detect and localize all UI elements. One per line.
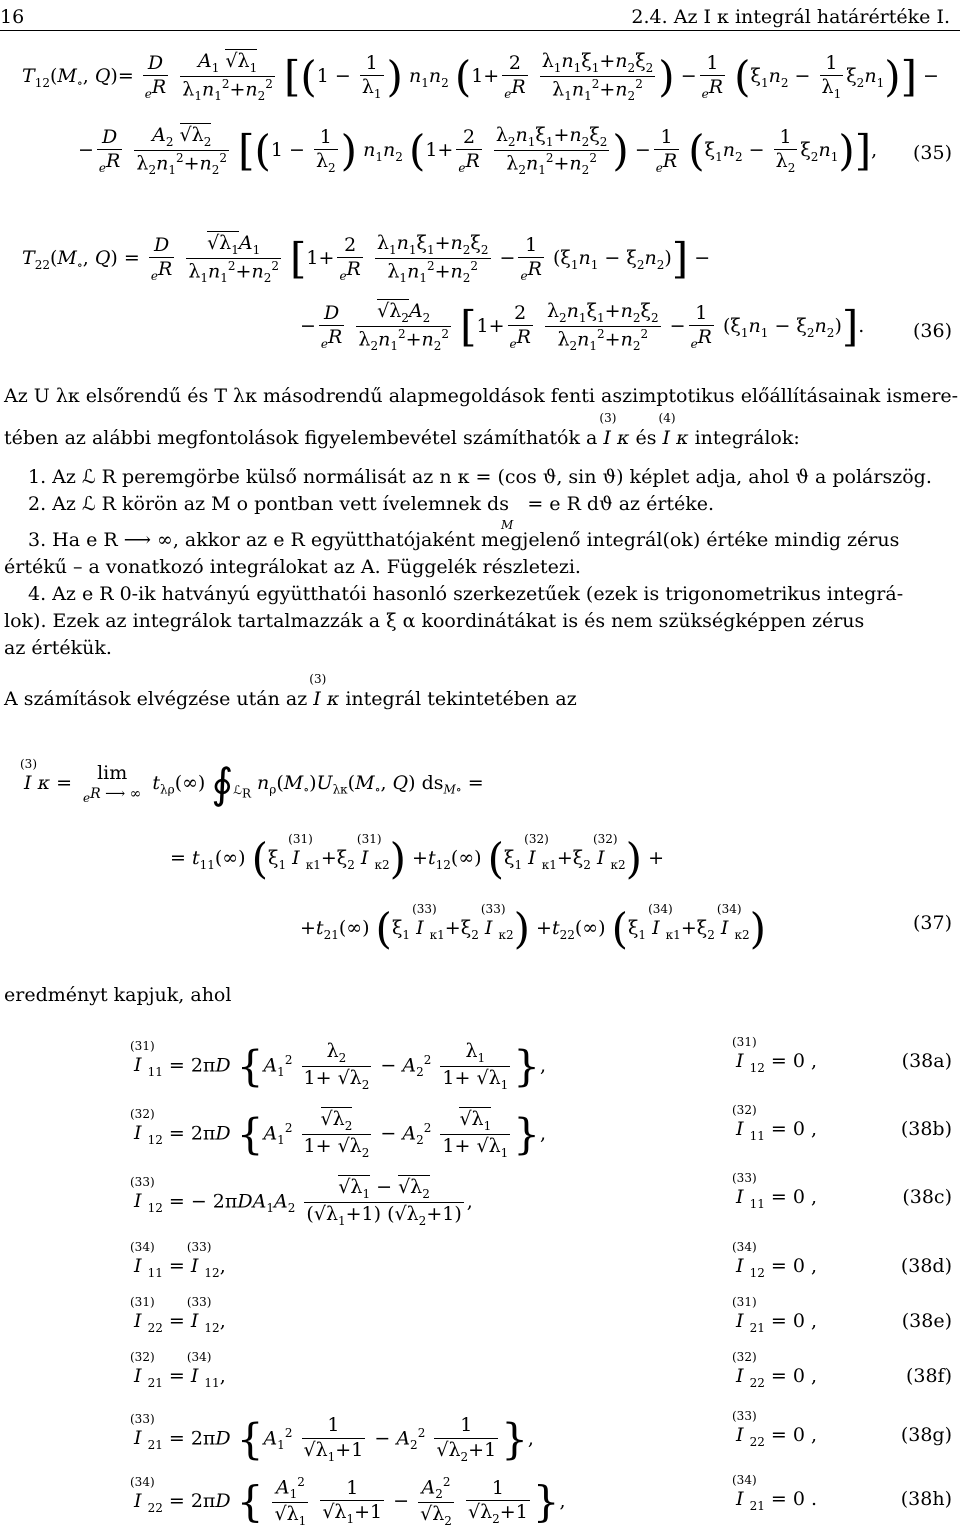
equation-38a-right: (31) I $_{12}$ = 0 , [732, 1035, 818, 1075]
equation-number-38b: (38b) [900, 1118, 952, 1140]
equation-37-line2: = $t_{11}(\infty)$ ($\xi_1$ (31) I $_{\kappa 1}+\xi_2$ (31) I $_{\kappa 2}) +t_{12}(\infty)$ ($\xi_1$ (32) I $_{\kappa 1}+\xi_2$ (32) I $_{\kappa 2}$) + [170, 832, 664, 883]
paragraph-2: A számítások elvégzése után az (3) I κ integrál tekintetében az [4, 672, 577, 710]
paragraph-1-line-2: tében az alábbi megfontolások figyelembevétel számíthatók a (3) I κ és (4) I κ integrálok: [4, 411, 800, 449]
equation-37-line1: (3) I κ = lim $_e$R ⟶ ∞ $t_{\lambda\rho}(\infty)$ $∮_{ℒ_R}$ $n_\rho(M_\circ)U_{\lambda\kappa}(M_\circ$, Q) $ds_{M\circ}$ = [20, 756, 484, 808]
equation-36-line2: − $\frac{D}{_eR}$ $\frac{√\lambda_2A_2}{\lambda_2n_1^2+n_2^2}$ [1+ $\frac{2}{_eR}$ $\frac{\lambda_2n_1\xi_1+n_2\xi_2}{\lambda_2n_1^2+n_2^2}$ − $\frac{1}{_eR}$ $(\xi_1n_1 - \xi_2n_2)$]. [300, 300, 865, 353]
equation-38f-right: (32) I $_{22}$ = 0 , [732, 1350, 818, 1390]
list-item-3-line-2: értékű – a vonatkozó integrálokat az A. Függelék részletezi. [4, 556, 581, 578]
list-item-3-line-1: 3. Ha e R ⟶ ∞, akkor az e R együtthatójaként megjelenő integrál(ok) értéke mindig zérus [28, 529, 900, 551]
equation-38g: (33) I $_{21}$ = 2πD {$A_1^2$ $\frac{1}{√\lambda_1+1}$ − $A_2^2$ $\frac{1}{√\lambda_2+1}$ }, [130, 1412, 534, 1464]
equation-35-line2: − $\frac{D}{_eR}$ $\frac{A_2 √\lambda_2}{\lambda_2n_1^2+n_2^2}$ [(1 − $\frac{1}{\lambda_2}$ ) $n_1n_2$ (1+ $\frac{2}{_eR}$ $\frac{\lambda_2n_1\xi_1+n_2\xi_2}{\lambda_2n_1^2+n_2^2}$ ) − $\frac{1}{_eR}$ ($\xi_1n_2$ − $\frac{1}{\lambda_2}$ $\xi_2n_1$)], [78, 124, 878, 177]
header-rule [0, 30, 960, 31]
list-item-2: 2. Az ℒ R körön az M o pontban vett ívelemnek $ds_M = e$ R dϑ az értéke. [28, 493, 715, 532]
equation-number-38d: (38d) [900, 1255, 952, 1277]
equation-38a: (31) I $_{11}$ = 2πD {$A_1^2$ $\frac{\lambda_2}{1+ √\lambda_2}$ − $A_2^2$ $\frac{\lambda_1}{1+ √\lambda_1}$ }, [130, 1039, 547, 1092]
equation-38d-right: (34) I $_{12}$ = 0 , [732, 1240, 818, 1280]
equation-number-38c: (38c) [902, 1186, 952, 1208]
equation-38g-right: (33) I $_{22}$ = 0 , [732, 1409, 818, 1449]
paragraph-1-line-1: Az U λκ elsőrendű és T λκ másodrendű alapmegoldások fenti aszimptotikus előállításainak ismere- [4, 385, 959, 407]
equation-38d: (34) I $_{11}$ = (33) I $_{12}$, [130, 1240, 226, 1280]
equation-38f: (32) I $_{21}$ = (34) I $_{11}$, [130, 1350, 226, 1390]
equation-number-38g: (38g) [900, 1424, 952, 1446]
equation-number-38f: (38f) [905, 1365, 952, 1387]
equation-38c: (33) I $_{12}$ = − $2\pi DA_1A_2$ $\frac{√\lambda_1 - √\lambda_2}{(√\lambda_1+1) (√\lambda_2+1)}$ , [130, 1175, 473, 1228]
list-item-4-line-2: lok). Ezek az integrálok tartalmazzák a ξ α koordinátákat is és nem szükségképpen zérus [4, 610, 865, 632]
equation-35-line1: $T_{12}(M_\circ$, Q)= $\frac{D}{_eR}$ $\frac{A_1 √\lambda_1}{\lambda_1n_1^2+n_2^2}$ [(1 − $\frac{1}{\lambda_1}$ ) $n_1n_2$ (1+ $\frac{2}{_eR}$ $\frac{\lambda_1n_1\xi_1+n_2\xi_2}{\lambda_1n_1^2+n_2^2}$ ) − $\frac{1}{_eR}$ ($\xi_1n_2$ − $\frac{1}{\lambda_1}$ $\xi_2n_1$)] − [22, 50, 939, 103]
equation-36-line1: $T_{22}(M_\circ$, Q) = $\frac{D}{_eR}$ $\frac{√\lambda_1A_1}{\lambda_1n_1^2+n_2^2}$ [1+ $\frac{2}{_eR}$ $\frac{\lambda_1n_1\xi_1+n_2\xi_2}{\lambda_1n_1^2+n_2^2}$ − $\frac{1}{_eR}$ $(\xi_1n_1 - \xi_2n_2)$] − [22, 232, 711, 285]
equation-38c-right: (33) I $_{11}$ = 0 , [732, 1171, 818, 1211]
list-item-1: 1. Az ℒ R peremgörbe külső normálisát az n κ = (cos ϑ, sin ϑ) képlet adja, ahol ϑ a polárszög. [28, 466, 932, 488]
equation-number-35: (35) [912, 142, 952, 164]
list-item-4-line-3: az értékük. [4, 637, 112, 659]
equation-38b: (32) I $_{12}$ = 2πD {$A_1^2$ $\frac{√\lambda_2}{1+ √\lambda_2}$ − $A_2^2$ $\frac{√\lambda_1}{1+ √\lambda_1}$ }, [130, 1107, 547, 1160]
paragraph-3: eredményt kapjuk, ahol [4, 984, 232, 1006]
equation-38b-right: (32) I $_{11}$ = 0 , [732, 1103, 818, 1143]
equation-number-38e: (38e) [901, 1310, 952, 1332]
equation-38h-right: (34) I $_{21}$ = 0 . [732, 1473, 818, 1513]
equation-number-37: (37) [912, 912, 952, 934]
page-header [0, 6, 960, 28]
running-title: 2.4. Az I κ integrál határértéke I. [631, 6, 950, 28]
equation-38e: (31) I $_{22}$ = (33) I $_{12}$, [130, 1295, 226, 1335]
equation-number-36: (36) [912, 320, 952, 342]
list-item-4-line-1: 4. Az e R 0-ik hatványú együtthatói hasonló szerkezetűek (ezek is trigonometrikus integrá- [28, 583, 904, 605]
equation-number-38h: (38h) [900, 1488, 952, 1510]
equation-38e-right: (31) I $_{21}$ = 0 , [732, 1295, 818, 1335]
equation-37-line3: $+t_{21}(\infty)$ ($\xi_1$ (33) I $_{\kappa 1}+\xi_2$ (33) I $_{\kappa 2}) +t_{22}(\infty)$ ($\xi_1$ (34) I $_{\kappa 1}+\xi_2$ (34) I $_{\kappa 2}$) [300, 902, 766, 953]
page-number: 16 [0, 6, 25, 28]
equation-number-38a: (38a) [901, 1050, 952, 1072]
equation-38h: (34) I $_{22}$ = 2πD { $\frac{A_1^2}{√\lambda_1}$ $\frac{1}{√\lambda_1+1}$ − $\frac{A_2^2}{√\lambda_2}$ $\frac{1}{√\lambda_2+1}$ }, [130, 1474, 566, 1528]
